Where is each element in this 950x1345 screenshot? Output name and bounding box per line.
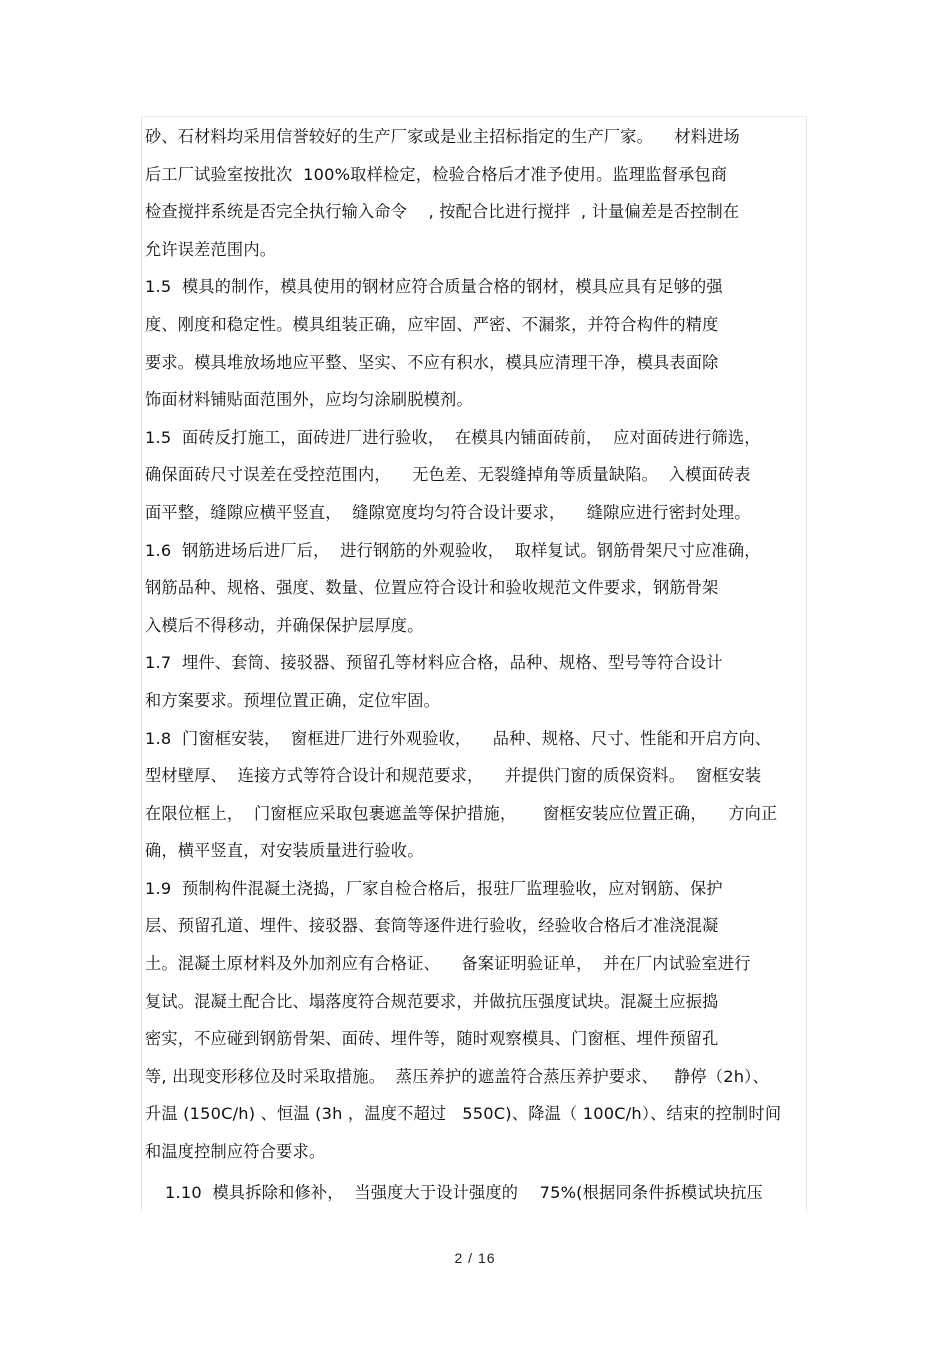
text-line: 面平整，缝隙应横平竖直， 缝隙宽度均匀符合设计要求， 缝隙应进行密封处理。 [145,502,751,522]
text-line: 检查搅拌系统是否完全执行输入命令 , 按配合比进行搅拌 , 计量偏差是否控制在 [145,202,740,222]
page-number: 2 / 16 [454,1250,496,1266]
text-line: 密实，不应碰到钢筋骨架、面砖、埋件等，随时观察模具、门窗框、埋件预留孔 [145,1029,719,1049]
text-line: 层、预留孔道、埋件、接驳器、套筒等逐件进行验收，经验收合格后才准浇混凝 [145,916,719,936]
text-line: 1.6 钢筋进场后进厂后， 进行钢筋的外观验收， 取样复试。钢筋骨架尺寸应准确， [145,540,761,560]
text-line: 后工厂试验室按批次 100%取样检定，检验合格后才准予使用。监理监督承包商 [145,164,728,184]
text-line: 型材壁厚、 连接方式等符合设计和规范要求， 并提供门窗的质保资料。 窗框安装 [145,766,762,786]
text-line: 1.8 门窗框安装， 窗框进厂进行外观验收， 品种、规格、尺寸、性能和开启方向、 [145,728,772,748]
text-line: 确，横平竖直，对安装质量进行验收。 [145,841,424,861]
text-line: 和方案要求。预埋位置正确，定位牢固。 [145,690,440,710]
text-line: 等, 出现变形移位及时采取措施。 蒸压养护的遮盖符合蒸压养护要求、 静停（2h）、 [145,1066,769,1086]
text-line: 入模后不得移动，并确保保护层厚度。 [145,615,424,635]
text-line: 度、刚度和稳定性。模具组装正确，应牢固、严密、不漏浆，并符合构件的精度 [145,314,719,334]
text-line: 1.7 埋件、套筒、接驳器、预留孔等材料应合格，品种、规格、型号等符合设计 [145,653,723,673]
text-line: 复试。混凝土配合比、塌落度符合规范要求，并做抗压强度试块。混凝土应振捣 [145,991,719,1011]
text-line: 饰面材料铺贴面范围外，应均匀涂刷脱模剂。 [145,390,473,410]
body-text [145,118,810,1211]
text-line: 钢筋品种、规格、强度、数量、位置应符合设计和验收规范文件要求，钢筋骨架 [145,578,719,598]
text-line: 允许误差范围内。 [145,239,277,259]
text-line: 升温 (150C/h) 、恒温 (3h ，温度不超过 550C)、降温（ 100C/h）、结束的控制时间 [145,1104,782,1124]
text-line: 在限位框上， 门窗框应采取包裹遮盖等保护措施， 窗框安装应位置正确， 方向正 [145,803,778,823]
text-line: 1.10 模具拆除和修补， 当强度大于设计强度的 75%(根据同条件拆模试块抗压 [165,1182,763,1202]
text-line: 1.9 预制构件混凝土浇捣，厂家自检合格后，报驻厂监理验收，应对钢筋、保护 [145,878,723,898]
text-line: 1.5 模具的制作，模具使用的钢材应符合质量合格的钢材，模具应具有足够的强 [145,277,723,297]
text-line: 砂、石材料均采用信誉较好的生产厂家或是业主招标指定的生产厂家。 材料进场 [145,127,740,146]
text-line: 和温度控制应符合要求。 [145,1142,326,1162]
text-line: 确保面砖尺寸误差在受控范围内， 无色差、无裂缝掉角等质量缺陷。 入模面砖表 [145,465,751,485]
text-line: 土。混凝土原材料及外加剂应有合格证、 备案证明验证单， 并在厂内试验室进行 [145,954,751,974]
text-line: 1.5 面砖反打施工，面砖进厂进行验收， 在模具内铺面砖前， 应对面砖进行筛选， [145,427,761,447]
text-line: 要求。模具堆放场地应平整、坚实、不应有积水，模具应清理干净，模具表面除 [145,352,719,372]
